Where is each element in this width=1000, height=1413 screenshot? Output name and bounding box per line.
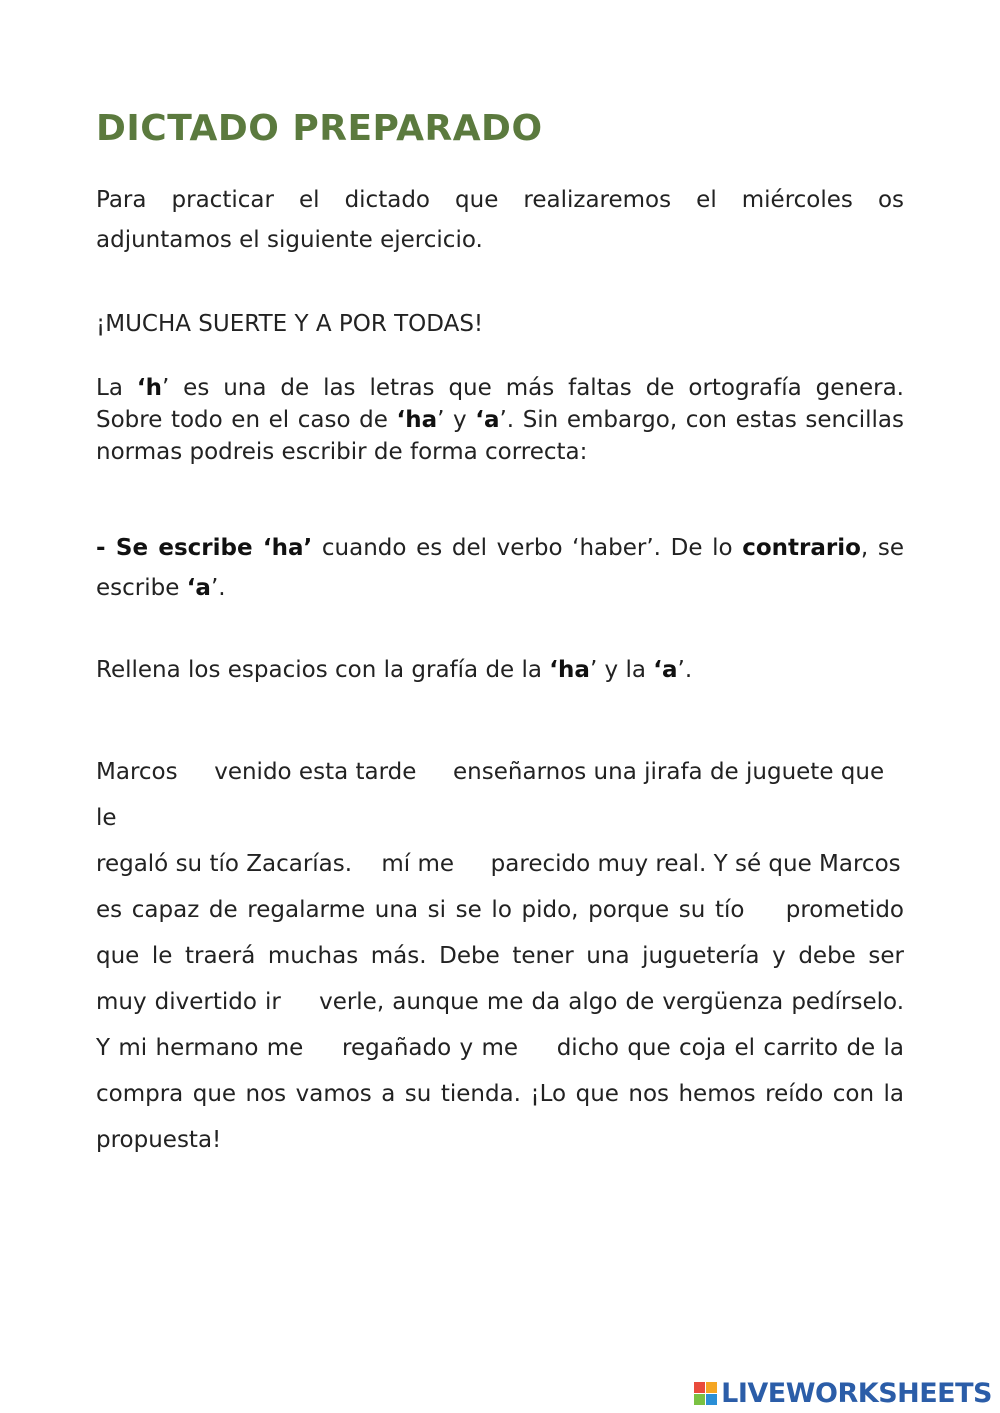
page-title: DICTADO PREPARADO (96, 108, 543, 149)
exercise-line-6: Y mi hermano me regañado y me dicho que coja el carrito de la (96, 1035, 905, 1061)
explanation-line-2: Sobre todo en el caso de ‘ha’ y ‘a’. Sin embargo, con estas sencillas (96, 407, 905, 433)
rule-line-2: escribe ‘a’. (96, 575, 226, 601)
liveworksheets-logo (694, 1378, 992, 1409)
blank-4[interactable] (461, 852, 483, 878)
rule-paragraph (96, 528, 904, 608)
explanation-line-1: La ‘h’ es una de las letras que más faltas de ortografía genera. (96, 375, 904, 401)
blank-6[interactable] (289, 990, 311, 1016)
blank-1[interactable] (185, 760, 207, 786)
blank-2[interactable] (424, 760, 446, 786)
exercise-text (96, 749, 904, 1163)
exercise-line-1: Marcos venido esta tarde enseñarnos una jirafa de juguete que le (96, 759, 885, 831)
blank-8[interactable] (526, 1036, 548, 1062)
exercise-line-3: es capaz de regalarme una si se lo pido, porque su tío prometido (96, 897, 905, 923)
rule-line-1: - Se escribe ‘ha’ cuando es del verbo ‘haber’. De lo contrario, se (96, 535, 904, 561)
exercise-line-4: que le traerá muchas más. Debe tener una juguetería y debe ser (96, 943, 904, 969)
exercise-line-7: compra que nos vamos a su tienda. ¡Lo que nos hemos reído con la (96, 1081, 904, 1107)
exercise-line-5: muy divertido ir verle, aunque me da algo de vergüenza pedírselo. (96, 989, 905, 1015)
intro-line-2: adjuntamos el siguiente ejercicio. (96, 227, 483, 253)
blank-7[interactable] (312, 1036, 334, 1062)
explanation-line-3: normas podreis escribir de forma correcta: (96, 439, 588, 465)
logo-text: LIVEWORKSHEETS (721, 1378, 992, 1409)
good-luck-line: ¡MUCHA SUERTE Y A POR TODAS! (96, 311, 484, 337)
exercise-line-2: regaló su tío Zacarías. mí me parecido muy real. Y sé que Marcos (96, 851, 901, 877)
exercise-line-8: propuesta! (96, 1127, 222, 1153)
explanation-paragraph (96, 372, 904, 468)
intro-paragraph (96, 180, 904, 260)
intro-line-1: Para practicar el dictado que realizaremos el miércoles os (96, 187, 904, 213)
blank-5[interactable] (754, 898, 776, 924)
blank-3[interactable] (359, 852, 381, 878)
logo-blocks-icon (694, 1382, 717, 1405)
instruction-line: Rellena los espacios con la grafía de la ‘ha’ y la ‘a’. (96, 657, 693, 683)
